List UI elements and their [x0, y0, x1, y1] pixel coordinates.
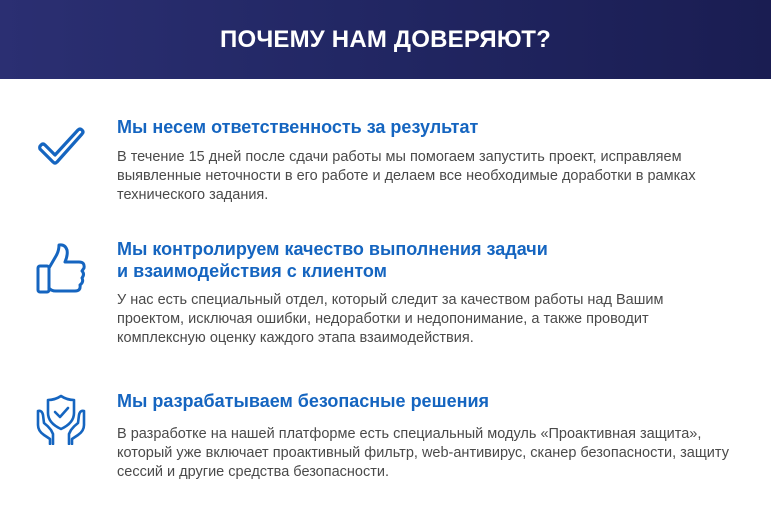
feature-description: В течение 15 дней после сдачи работы мы помогаем запустить проект, исправляем выявленные неточности в его работе и делаем все необходимые доработки в рамках технического задания. — [117, 149, 696, 203]
feature-title: Мы несем ответственность за результат — [117, 117, 479, 137]
shield-hands-icon — [34, 391, 88, 445]
feature-title — [117, 238, 548, 282]
thumbs-up-icon — [34, 242, 88, 296]
feature-description: В разработке на нашей платформе есть специальный модуль «Проактивная защита», который уже включает проактивный фильтр, web-антивирус, сканер безопасности, защиту сессий и другие средства безопасности. — [117, 426, 729, 480]
feature-title: Мы разрабатываем безопасные решения — [117, 391, 490, 411]
feature-title-line-2: и взаимодействия с клиентом — [117, 261, 387, 281]
page-header — [0, 0, 771, 79]
feature-description: У нас есть специальный отдел, который следит за качеством работы над Вашим проектом, исключая ошибки, недоработки и недопонимание, а также проводит комплексную оценку каждого этапа взаимодействия. — [117, 292, 664, 346]
page-title: ПОЧЕМУ НАМ ДОВЕРЯЮТ? — [220, 25, 551, 53]
checkmark-icon — [34, 122, 88, 176]
feature-title-line-1: Мы контролируем качество выполнения задачи — [117, 239, 548, 259]
